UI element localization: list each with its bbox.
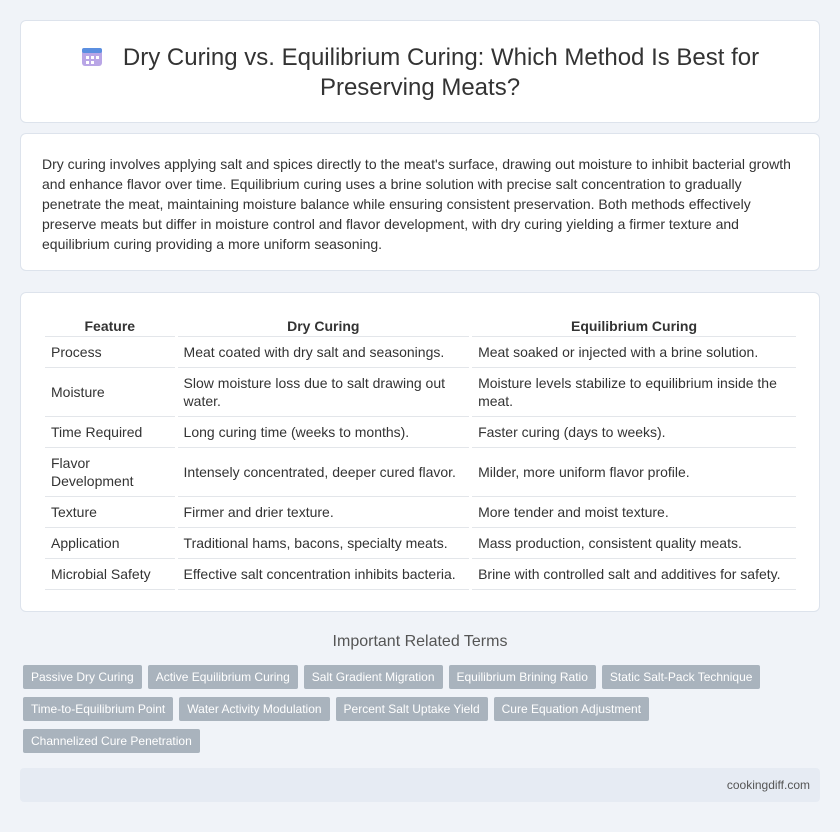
table-cell: Firmer and drier texture.	[178, 497, 470, 528]
related-term-tag[interactable]: Static Salt-Pack Technique	[602, 665, 761, 689]
table-cell: Long curing time (weeks to months).	[178, 417, 470, 448]
table-cell: Effective salt concentration inhibits bacteria.	[178, 559, 470, 590]
table-cell: Flavor Development	[45, 448, 175, 497]
footer-site-link[interactable]: cookingdiff.com	[726, 778, 810, 792]
table-row	[45, 559, 796, 590]
related-term-tag[interactable]: Percent Salt Uptake Yield	[336, 697, 488, 721]
table-cell: Intensely concentrated, deeper cured flavor.	[178, 448, 470, 497]
column-header: Dry Curing	[178, 315, 470, 337]
table-cell: Texture	[45, 497, 175, 528]
intro-card	[20, 133, 820, 271]
table-cell: Moisture	[45, 368, 175, 417]
footer	[20, 768, 820, 802]
table-cell: Meat coated with dry salt and seasonings.	[178, 337, 470, 368]
comparison-table	[42, 315, 799, 590]
page-title: Dry Curing vs. Equilibrium Curing: Which Method Is Best for Preserving Meats?	[122, 44, 760, 101]
related-terms-heading: Important Related Terms	[332, 633, 508, 650]
table-cell: Brine with controlled salt and additives for safety.	[472, 559, 796, 590]
table-row	[45, 448, 796, 497]
comparison-card	[20, 292, 820, 612]
page-title-wrap	[21, 43, 819, 103]
related-term-tag[interactable]: Water Activity Modulation	[179, 697, 329, 721]
related-term-tag[interactable]: Equilibrium Brining Ratio	[449, 665, 596, 689]
table-cell: Process	[45, 337, 175, 368]
table-cell: Microbial Safety	[45, 559, 175, 590]
table-cell: More tender and moist texture.	[472, 497, 796, 528]
table-cell: Milder, more uniform flavor profile.	[472, 448, 796, 497]
table-row	[45, 528, 796, 559]
table-row	[45, 417, 796, 448]
table-cell: Application	[45, 528, 175, 559]
calendar-icon	[81, 45, 103, 67]
column-header: Equilibrium Curing	[472, 315, 796, 337]
related-term-tag[interactable]: Active Equilibrium Curing	[148, 665, 298, 689]
table-cell: Traditional hams, bacons, specialty meats.	[178, 528, 470, 559]
related-term-tag[interactable]: Salt Gradient Migration	[304, 665, 443, 689]
related-term-tag[interactable]: Passive Dry Curing	[23, 665, 142, 689]
table-row	[45, 368, 796, 417]
table-row	[45, 337, 796, 368]
related-term-tag[interactable]: Cure Equation Adjustment	[494, 697, 649, 721]
related-term-tag[interactable]: Time-to-Equilibrium Point	[23, 697, 173, 721]
title-card	[20, 20, 820, 123]
related-term-tag[interactable]: Channelized Cure Penetration	[23, 729, 200, 753]
table-header-row	[45, 315, 796, 337]
column-header: Feature	[45, 315, 175, 337]
intro-paragraph: Dry curing involves applying salt and spices directly to the meat's surface, drawing out moisture to inhibit bacterial growth and enhance flavor over time. Equilibrium curing uses a brine solution with precise salt concentration to gradually penetrate the meat, maintaining moisture balance while ensuring consistent preservation. Both methods effectively preserve meats but differ in moisture control and flavor development, with dry curing yielding a firmer texture and equilibrium curing providing a more uniform seasoning.	[42, 156, 791, 252]
table-cell: Faster curing (days to weeks).	[472, 417, 796, 448]
table-cell: Moisture levels stabilize to equilibrium inside the meat.	[472, 368, 796, 417]
table-cell: Slow moisture loss due to salt drawing out water.	[178, 368, 470, 417]
related-terms-list	[23, 665, 803, 761]
table-cell: Meat soaked or injected with a brine solution.	[472, 337, 796, 368]
table-cell: Mass production, consistent quality meats.	[472, 528, 796, 559]
table-cell: Time Required	[45, 417, 175, 448]
table-row	[45, 497, 796, 528]
